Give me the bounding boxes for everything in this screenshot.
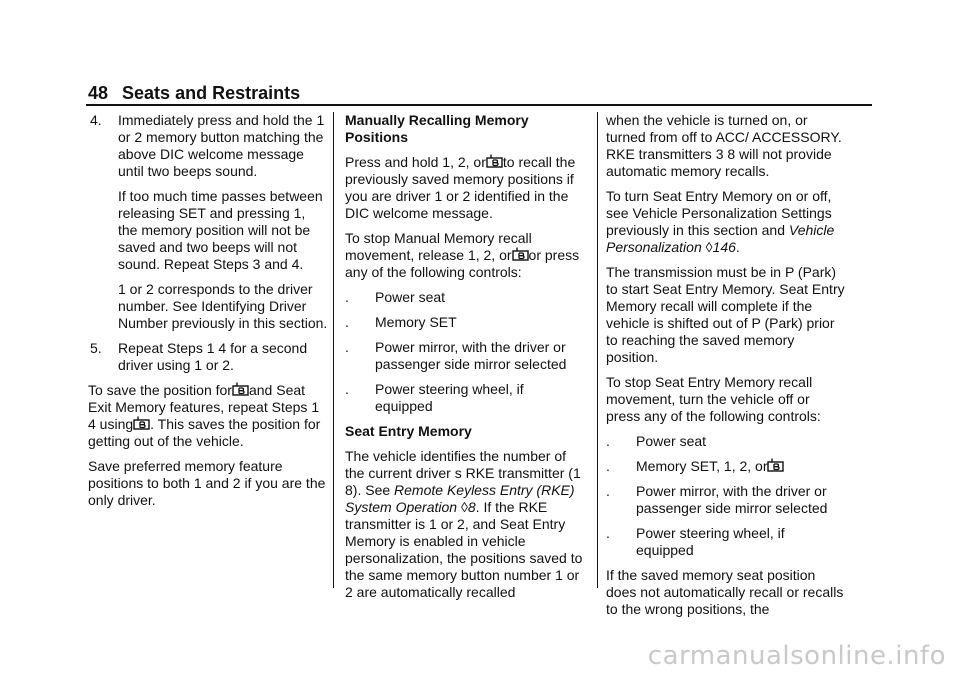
step-4-note-1: If too much time passes between releasing SET and pressing 1, the memory position will not be saved and two beeps will not sound. Repeat Steps 3 and 4. [118,188,323,272]
rke-reference-link[interactable]: Remote Keyless Entry (RKE) System Operation [345,482,575,515]
recall-failure-paragraph: If the saved memory seat position does not automatically recall or recalls to the wrong positions, the [606,567,844,617]
page-number: 48 [88,83,109,103]
memory-button-b-icon [133,416,150,430]
step-5 [88,340,328,374]
column-divider-1 [333,112,334,588]
column-1 [88,112,328,517]
list-item: . Power seat [606,433,707,449]
vehicle-personalization-link[interactable]: Vehicle Personalization [606,222,835,255]
section-title: Seats and Restraints [122,83,301,103]
seat-entry-continued: when the vehicle is turned on, or turned from off to ACC/ ACCESSORY. RKE transmitters 3 8 will not provide automatic memory recalls. [606,112,842,179]
rke-page-number[interactable]: 8 [467,499,476,515]
manual-recall-heading: Manually Recalling Memory Positions [345,112,529,145]
step-4-marker: 4. [90,112,102,128]
save-preferred-paragraph: Save preferred memory feature positions to both 1 and 2 if you are the only driver. [88,458,326,508]
manual-recall-paragraph: Press and hold 1, 2, or to recall the previously saved memory positions if you are driver 1 or 2 identified in the DIC welcome message. [345,154,576,221]
page-header [88,83,300,103]
step-5-text: Repeat Steps 1 4 for a second driver using 1 or 2. [118,340,308,373]
step-5-marker: 5. [90,340,102,356]
list-item: . Power steering wheel, if equipped [345,381,524,414]
page-ref-arrow-icon: ◊ [460,499,468,515]
step-4-text: Immediately press and hold the 1 or 2 memory button matching the above DIC welcome message until two beeps sound. [118,112,325,179]
transmission-paragraph: The transmission must be in P (Park) to start Seat Entry Memory. Seat Entry Memory recall will complete if the vehicle is shifted out of P (Park) prior to reaching the saved memory position. [606,264,845,365]
stop-manual-paragraph: To stop Manual Memory recall movement, release 1, 2, or or press any of the following controls: [345,230,580,280]
stop-seat-entry-paragraph: To stop Seat Entry Memory recall movement, turn the vehicle off or press any of the following controls: [606,374,821,424]
memory-button-b-icon [486,154,503,168]
watermark: carmanualsonline.info [647,641,946,671]
list-item: . Power seat [345,289,446,305]
list-item: . Memory SET [345,314,457,330]
step-4-note-2: 1 or 2 corresponds to the driver number. See Identifying Driver Number previously in this section. [118,281,328,331]
list-item: . Power mirror, with the driver or passenger side mirror selected [606,483,828,516]
list-item: . Power steering wheel, if equipped [606,525,785,558]
column-3 [606,112,846,626]
seat-entry-paragraph: The vehicle identifies the number of the current driver s RKE transmitter (1 8). See Remote Keyless Entry (RKE) System Operation ◊8. If the RKE transmitter is 1 or 2, and Seat Entry Memory is enabled in vehicle personalization, the positions saved to the same memory button number 1 or 2 are automatically recalled [345,448,583,600]
turn-on-off-paragraph: To turn Seat Entry Memory on or off, see Vehicle Personalization Settings previously in this section and Vehicle Personalization ◊146. [606,188,835,255]
save-exit-paragraph: To save the position for and Seat Exit Memory features, repeat Steps 1 4 using . This saves the position for getting out of the vehicle. [88,382,321,449]
step-4 [88,112,328,180]
list-item: . Power mirror, with the driver or passenger side mirror selected [345,339,567,372]
header-rule [86,104,872,106]
list-item: . Memory SET, 1, 2, or [606,458,846,475]
memory-button-b-icon [512,247,529,261]
personalization-page-number[interactable]: 146 [712,239,736,255]
column-2 [345,112,585,609]
seat-entry-heading: Seat Entry Memory [345,423,472,439]
memory-button-b-icon [232,382,249,396]
memory-button-b-icon [767,458,784,472]
column-divider-2 [597,112,598,588]
page-ref-arrow-icon: ◊ [705,239,713,255]
